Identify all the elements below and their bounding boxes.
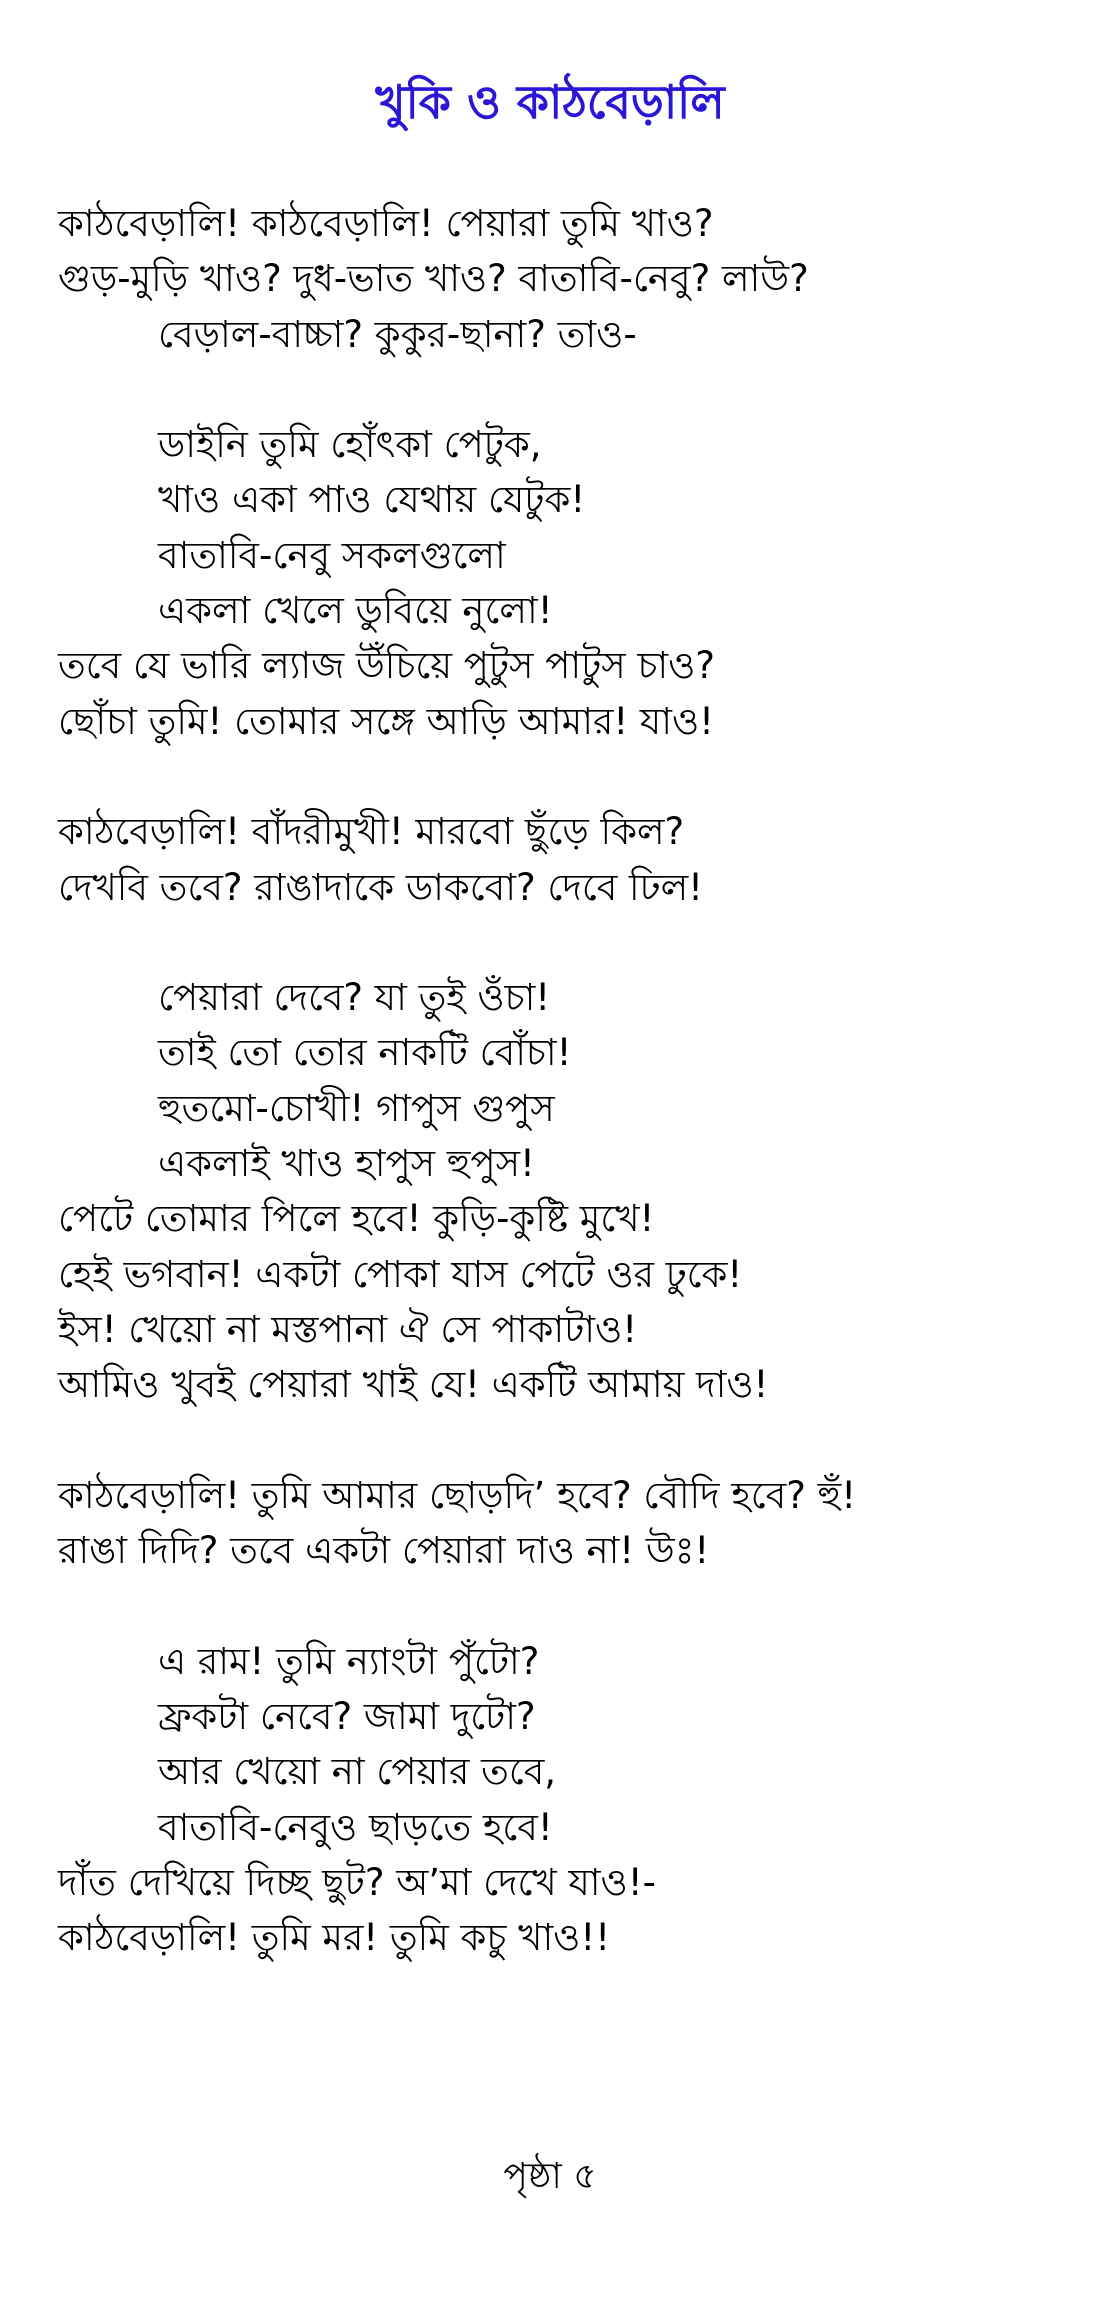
poem-line: এ রাম! তুমি ন্যাংটা পুঁটো?	[158, 1639, 540, 1683]
poem-line: আমিও খুবই পেয়ারা খাই যে! একটি আমায় দাও!	[58, 1363, 769, 1407]
poem-line: কাঠবেড়ালি! বাঁদরীমুখী! মারবো ছুঁড়ে কিল?	[58, 810, 685, 854]
stanza-break	[58, 362, 1078, 417]
poem-line: পেয়ারা দেবে? যা তুই ওঁচা!	[158, 976, 551, 1020]
poem-line: কাঠবেড়ালি! তুমি মর! তুমি কচু খাও!!	[58, 1916, 611, 1960]
poem-line: একলা খেলে ডুবিয়ে নুলো!	[158, 589, 553, 633]
poem-line: তাই তো তোর নাকটি বোঁচা!	[158, 1031, 572, 1075]
poem-line: বাতাবি-নেবুও ছাড়তে হবে!	[158, 1805, 553, 1849]
stanza-break	[58, 1578, 1078, 1633]
poem-body	[58, 196, 1078, 1966]
page-title: খুকি ও কাঠবেড়ালি	[375, 75, 725, 129]
poem-line: হেই ভগবান! একটা পোকা যাস পেটে ওর ঢুকে!	[58, 1252, 743, 1296]
poem-line: হুতমো-চোখী! গাপুস গুপুস	[158, 1086, 555, 1130]
poem-line: ফ্রকটা নেবে? জামা দুটো?	[158, 1695, 536, 1739]
page-number: পৃষ্ঠা ৫	[503, 2156, 597, 2197]
poem-line: দাঁত দেখিয়ে দিচ্ছ ছুট? অ’মা দেখে যাও!-	[58, 1860, 656, 1904]
poem-line: ইস! খেয়ো না মস্তপানা ঐ সে পাকাটাও!	[58, 1307, 638, 1351]
poem-line: পেটে তোমার পিলে হবে! কুড়ি-কুষ্টি মুখে!	[58, 1197, 655, 1241]
poem-line: কাঠবেড়ালি! তুমি আমার ছোড়দি’ হবে? বৌদি হবে? হুঁ!	[58, 1473, 857, 1517]
stanza-break	[58, 1413, 1078, 1468]
poem-line: তবে যে ভারি ল্যাজ উঁচিয়ে পুটুস পাটুস চাও?	[58, 644, 716, 688]
stanza-break	[58, 915, 1078, 970]
poem-line: রাঙা দিদি? তবে একটা পেয়ারা দাও না! উঃ!	[58, 1529, 710, 1573]
poem-line: বেড়াল-বাচ্চা? কুকুর-ছানা? তাও-	[158, 312, 637, 356]
poem-line: আর খেয়ো না পেয়ার তবে,	[158, 1750, 557, 1794]
poem-line: দেখবি তবে? রাঙাদাকে ডাকবো? দেবে ঢিল!	[58, 865, 703, 909]
stanza-break	[58, 749, 1078, 804]
poem-line: একলাই খাও হাপুস হুপুস!	[158, 1142, 535, 1186]
poem-line: বাতাবি-নেবু সকলগুলো	[158, 533, 506, 577]
poem-line: ডাইনি তুমি হোঁৎকা পেটুক,	[158, 423, 542, 467]
poem-line: খাও একা পাও যেথায় যেটুক!	[158, 478, 586, 522]
poem-line: ছোঁচা তুমি! তোমার সঙ্গে আড়ি আমার! যাও!	[58, 699, 715, 743]
poem-line: কাঠবেড়ালি! কাঠবেড়ালি! পেয়ারা তুমি খাও?	[58, 202, 714, 245]
poem-line: গুড়-মুড়ি খাও? দুধ-ভাত খাও? বাতাবি-নেবু? লাউ?	[58, 257, 809, 301]
